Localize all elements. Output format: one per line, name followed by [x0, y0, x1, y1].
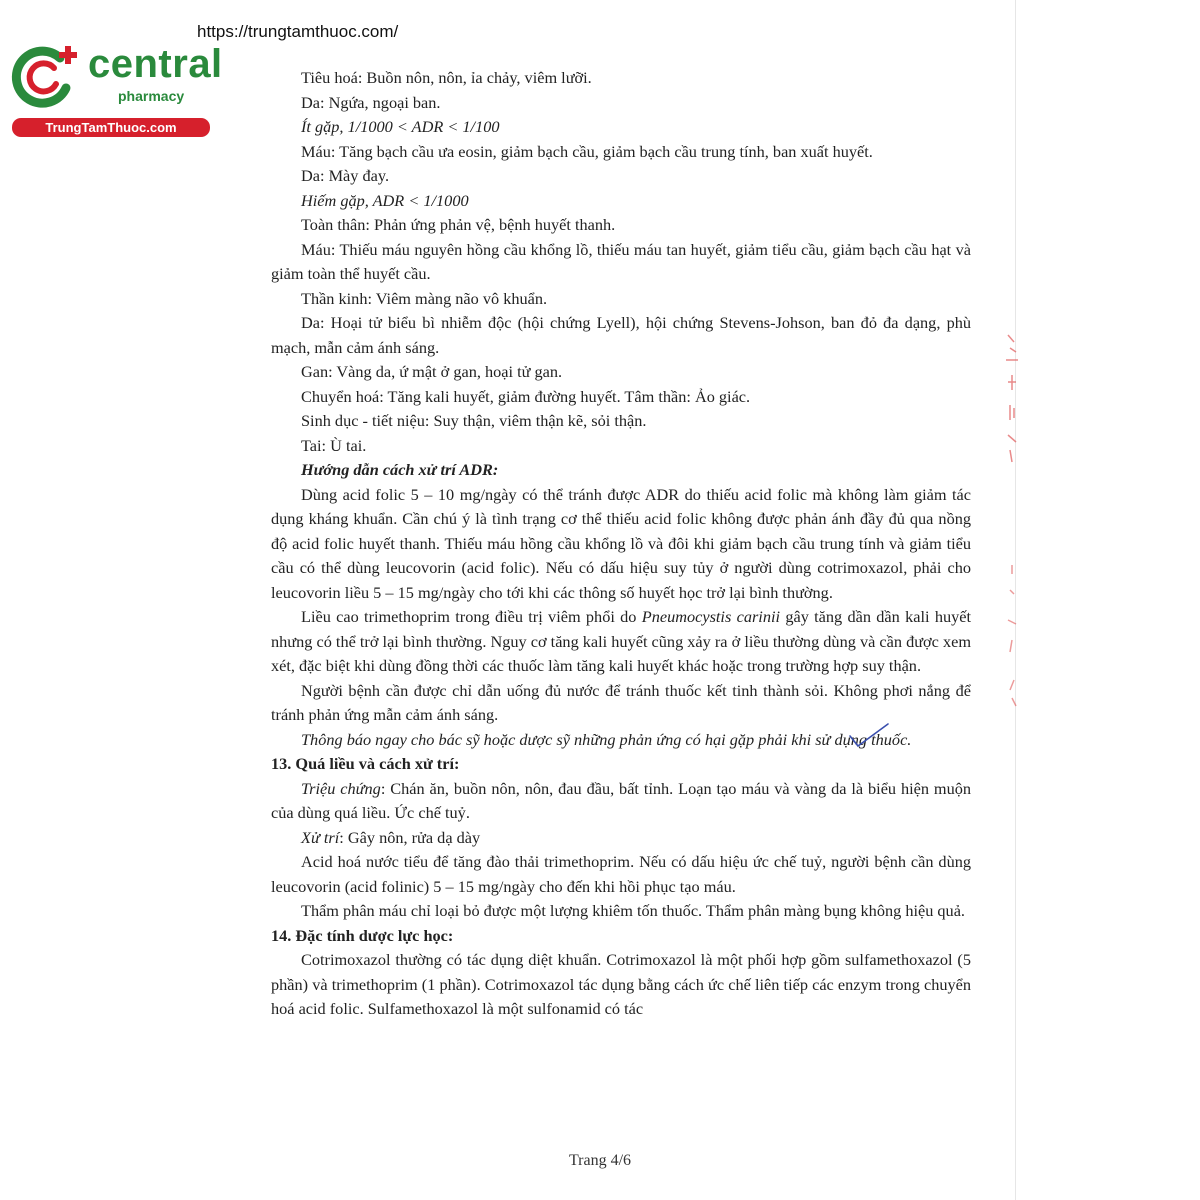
- text-run: : Chán ăn, buồn nôn, nôn, đau đầu, bất tỉnh. Loạn tạo máu và vàng da là biểu hiện muộn của dùng quá liều. Ức chế tuỷ.: [271, 778, 971, 822]
- paragraph: Sinh dục - tiết niệu: Suy thận, viêm thận kẽ, sỏi thận.: [301, 411, 647, 430]
- paragraph: Máu: Thiếu máu nguyên hồng cầu khổng lồ, thiếu máu tan huyết, giảm tiểu cầu, giảm bạch cầu hạt và giảm toàn thể huyết cầu.: [271, 239, 971, 283]
- frequency-heading: Hiếm gặp, ADR < 1/1000: [301, 190, 469, 210]
- paragraph: Da: Hoại tử biểu bì nhiễm độc (hội chứng Lyell), hội chứng Stevens-Johson, ban đỏ đa dạng, phù mạch, mẫn cảm ánh sáng.: [271, 313, 971, 357]
- paragraph: Máu: Tăng bạch cầu ưa eosin, giảm bạch cầu, giảm bạch cầu trung tính, ban xuất huyết.: [301, 141, 873, 161]
- organism-name: Pneumocystis carinii: [641, 607, 781, 626]
- text-run: Liều cao trimethoprim trong điều trị viêm phổi do: [301, 607, 642, 626]
- brand-subtitle: pharmacy: [118, 88, 185, 104]
- paragraph: [271, 826, 971, 851]
- paragraph: Thần kinh: Viêm màng não vô khuẩn.: [301, 288, 548, 308]
- label-treatment: Xử trí: [301, 827, 340, 847]
- paragraph: Chuyển hoá: Tăng kali huyết, giảm đường huyết. Tâm thần: Ảo giác.: [301, 386, 751, 406]
- brand-name: central: [88, 42, 223, 86]
- paragraph: Acid hoá nước tiểu để tăng đào thải trimethoprim. Nếu có dấu hiệu ức chế tuỷ, người bệnh cần dùng leucovorin (acid folinic) 5 – 15 mg/ngày cho đến khi hồi phục tạo máu.: [271, 852, 971, 896]
- central-pharmacy-logo-icon: [10, 40, 80, 110]
- notice-paragraph: Thông báo ngay cho bác sỹ hoặc dược sỹ những phản ứng có hại gặp phải khi sử dụng thuốc.: [301, 729, 912, 749]
- label-symptoms: Triệu chứng: [301, 778, 381, 798]
- section-heading: 14. Đặc tính dược lực học:: [271, 925, 454, 945]
- paragraph: [271, 605, 971, 679]
- handwritten-check-icon: [846, 722, 892, 750]
- paragraph: Toàn thân: Phản ứng phản vệ, bệnh huyết thanh.: [301, 215, 616, 234]
- site-ribbon[interactable]: TrungTamThuoc.com: [12, 118, 210, 137]
- paragraph: Người bệnh cần được chỉ dẫn uống đủ nước để tránh thuốc kết tinh thành sỏi. Không phơi nắng để tránh phản ứng mẫn cảm ánh sáng.: [271, 680, 971, 724]
- paragraph: Cotrimoxazol thường có tác dụng diệt khuẩn. Cotrimoxazol là một phối hợp gồm sulfamethoxazol (5 phần) và trimethoprim (1 phần). Cotrimoxazol tác dụng bằng cách ức chế liên tiếp các enzym trong chuyển hoá acid folic. Sulfamethoxazol là một sulfonamid có tác: [271, 950, 971, 1018]
- paragraph: Gan: Vàng da, ứ mật ở gan, hoại tử gan.: [301, 362, 563, 381]
- text-run: : Gây nôn, rửa dạ dày: [339, 827, 481, 847]
- stamp-fragment-icon: [1000, 560, 1024, 710]
- section-heading: 13. Quá liều và cách xử trí:: [271, 754, 460, 773]
- frequency-heading: Ít gặp, 1/1000 < ADR < 1/100: [301, 117, 500, 136]
- paragraph: Thẩm phân máu chỉ loại bỏ được một lượng khiêm tốn thuốc. Thẩm phân màng bụng không hiệu quả.: [301, 901, 965, 920]
- text-run: gây tăng dần dần kali huyết nhưng có thể trở lại bình thường. Nguy cơ tăng kali huyết cũng xảy ra ở liều thường dùng và cần được xem xét, đặc biệt khi dùng đồng thời các thuốc làm tăng kali huyết khác hoặc trong trường hợp suy thận.: [271, 607, 972, 675]
- section-subheading: Hướng dẫn cách xử trí ADR:: [301, 460, 499, 479]
- paragraph: Da: Ngứa, ngoại ban.: [301, 92, 441, 112]
- paragraph: Da: Mày đay.: [301, 166, 390, 185]
- paragraph: Tiêu hoá: Buồn nôn, nôn, ỉa chảy, viêm lưỡi.: [301, 68, 592, 87]
- source-url[interactable]: https://trungtamthuoc.com/: [197, 22, 399, 41]
- stamp-fragment-icon: [1000, 330, 1024, 480]
- document-body: [271, 66, 971, 1022]
- paragraph: [271, 777, 971, 826]
- paragraph: Tai: Ù tai.: [301, 435, 367, 455]
- paragraph: Dùng acid folic 5 – 10 mg/ngày có thể tránh được ADR do thiếu acid folic mà không làm giảm tác dụng kháng khuẩn. Cần chú ý là tình trạng cơ thể thiếu acid folic không được phản ánh đầy đủ qua nồng độ acid folic huyết thanh. Thiếu máu hồng cầu khổng lồ và đôi khi giảm bạch cầu trung tính và giảm tiểu cầu có thể dùng leucovorin (acid folic). Nếu có dấu hiệu suy tủy ở người dùng cotrimoxazol, phải cho leucovorin liều 5 – 15 mg/ngày cho tới khi các thông số huyết học trở lại bình thường.: [271, 484, 971, 602]
- page-number: Trang 4/6: [568, 1152, 632, 1169]
